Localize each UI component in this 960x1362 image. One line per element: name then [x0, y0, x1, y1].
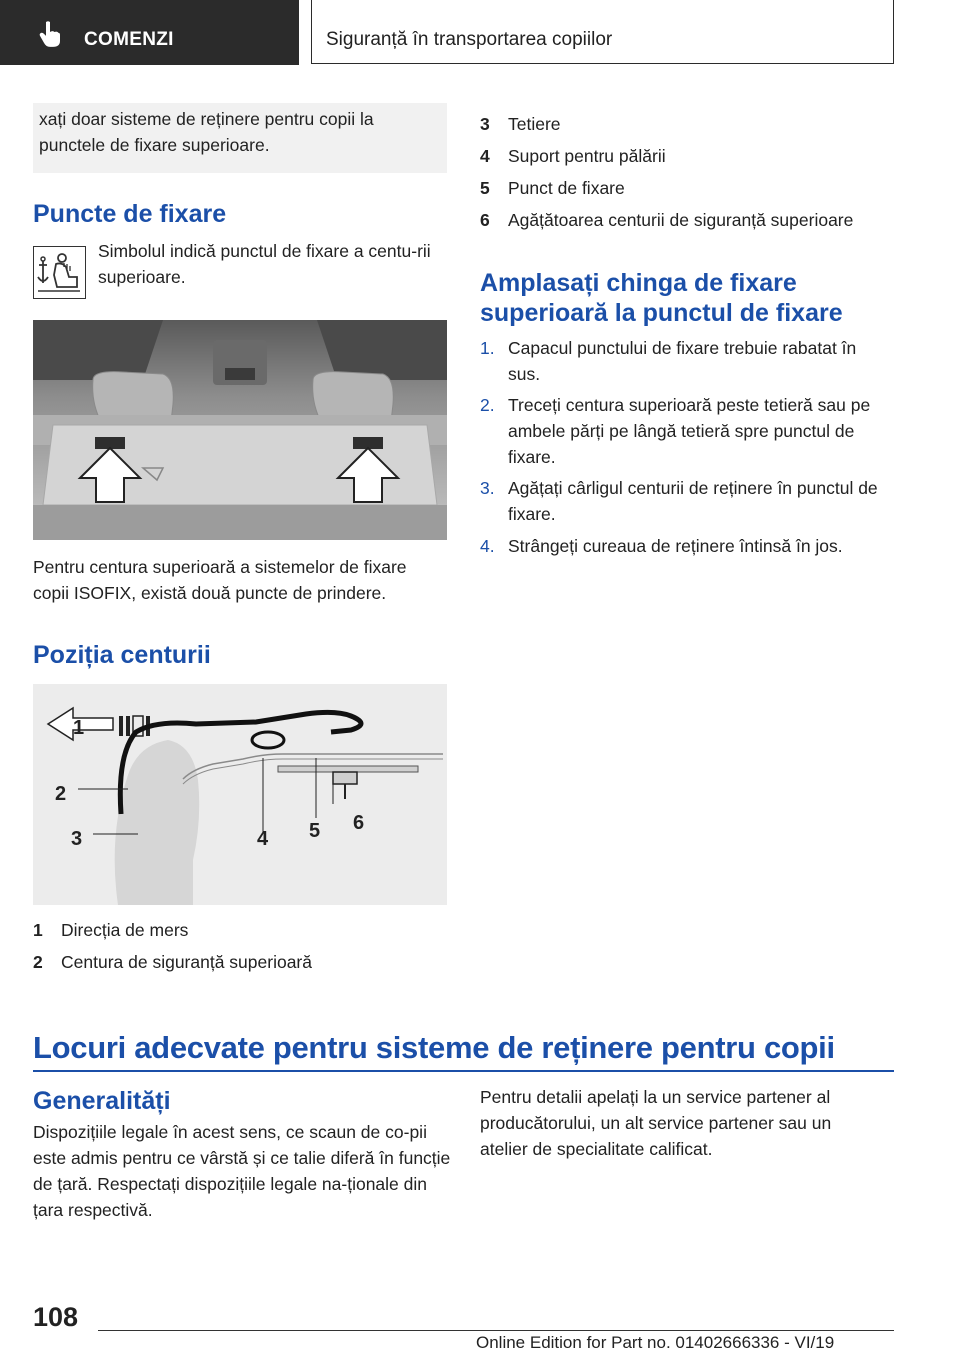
- service-text: Pentru detalii apelați la un service partener al producătorului, un alt service partener sau un atelier de specialitate calificat.: [480, 1087, 832, 1159]
- step-text: Agățați cârligul centurii de reținere în punctul de fixare.: [508, 478, 878, 524]
- tether-heading-line-1: Amplasați chinga de fixare: [480, 269, 797, 297]
- legend-number: 4: [480, 146, 490, 166]
- general-text: Dispozițiile legale în acest sens, ce scaun de co-pii este admis pentru ce vârstă și ce talie diferă în funcție de țară. Respectați dispozițiile legale na-ționale din țara respectivă.: [33, 1122, 451, 1220]
- legend-text: Centura de siguranță superioară: [61, 952, 312, 972]
- legend-text: Tetiere: [508, 114, 561, 134]
- step-number: 4.: [480, 536, 495, 556]
- general-heading: Generalități: [33, 1087, 171, 1115]
- section-divider: [33, 1070, 894, 1072]
- diagram-label-1: 1: [73, 717, 85, 739]
- step-number: 3.: [480, 478, 495, 498]
- legend-text: Direcția de mers: [61, 920, 189, 940]
- diagram-label-5: 5: [309, 820, 321, 842]
- step-text: Treceți centura superioară peste tetieră sau pe ambele părți pe lângă tetieră spre punctul de fixare.: [508, 395, 871, 467]
- diagram-label-2: 2: [55, 783, 67, 805]
- top-tether-symbol-icon: [33, 246, 86, 299]
- anchor-caption: Pentru centura superioară a sistemelor de fixare copii ISOFIX, există două puncte de prindere.: [33, 557, 407, 603]
- legend-text: Agățătoarea centurii de siguranță superioare: [508, 210, 854, 230]
- section-title-box: [311, 0, 894, 64]
- legend-text: Suport pentru pălării: [508, 146, 666, 166]
- header-tab[interactable]: [0, 0, 299, 65]
- section-heading: Locuri adecvate pentru sisteme de reținere pentru copii: [33, 1030, 835, 1065]
- tether-heading: [480, 268, 843, 328]
- page-number: 108: [33, 1302, 79, 1332]
- legend-text: Punct de fixare: [508, 178, 625, 198]
- anchor-heading: Puncte de fixare: [33, 200, 227, 228]
- belt-heading: Poziția centurii: [33, 641, 211, 669]
- step-number: 2.: [480, 395, 495, 415]
- footer-divider: [98, 1330, 894, 1331]
- header-tab-label: COMENZI: [84, 29, 174, 50]
- anchor-symbol-text: Simbolul indică punctul de fixare a centu-rii superioare.: [98, 241, 431, 287]
- note-box: [33, 103, 447, 173]
- edition-text: Online Edition for Part no. 01402666336 - VI/19: [476, 1333, 835, 1352]
- belt-position-diagram: [33, 684, 447, 905]
- diagram-label-3: 3: [71, 828, 83, 850]
- hand-pointer-icon: [38, 20, 62, 48]
- diagram-label-4: 4: [257, 828, 269, 850]
- legend-number: 2: [33, 952, 43, 972]
- step-text: Strângeți cureaua de reținere întinsă în jos.: [508, 536, 843, 556]
- step-number: 1.: [480, 338, 495, 358]
- section-title: Siguranță în transportarea copiilor: [326, 29, 613, 50]
- legend-number: 5: [480, 178, 490, 198]
- legend-number: 6: [480, 210, 490, 230]
- anchor-points-photo: [33, 320, 447, 540]
- legend-number: 1: [33, 920, 43, 940]
- tether-heading-line-2: superioară la punctul de fixare: [480, 299, 843, 327]
- legend-number: 3: [480, 114, 490, 134]
- diagram-label-6: 6: [353, 812, 365, 834]
- note-text: xați doar sisteme de reținere pentru copii la punctele de fixare superioare.: [39, 109, 374, 155]
- step-text: Capacul punctului de fixare trebuie rabatat în sus.: [508, 338, 857, 384]
